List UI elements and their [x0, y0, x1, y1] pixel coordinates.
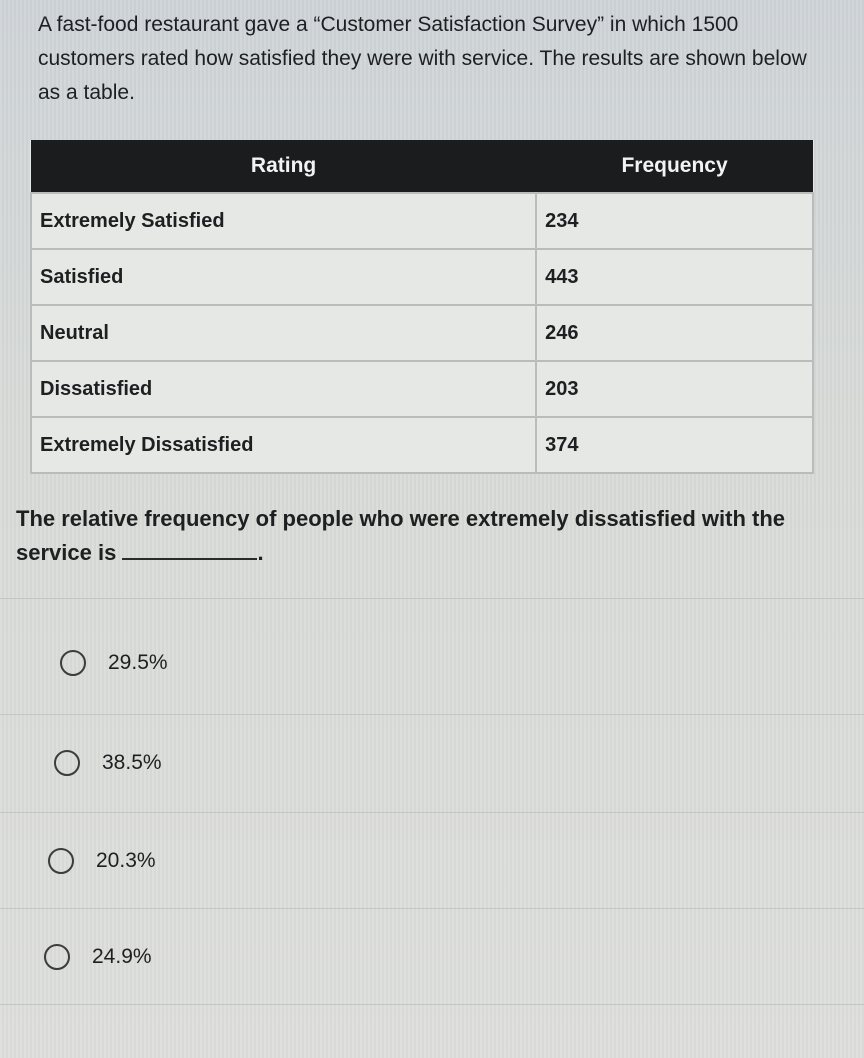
divider: [0, 908, 864, 909]
table-header-row: [31, 140, 813, 193]
option-label: 38.5%: [102, 751, 162, 774]
header-rating: Rating: [31, 140, 536, 193]
divider: [0, 714, 864, 715]
radio-button[interactable]: [48, 848, 74, 874]
table-row: [31, 417, 813, 473]
divider: [0, 598, 864, 599]
option-2[interactable]: [0, 718, 864, 808]
question-intro: A fast-food restaurant gave a “Customer Satisfaction Survey” in which 1500 customers rated how satisfied they were with service. The results are shown below as a table.: [38, 13, 807, 104]
table-row: [31, 193, 813, 249]
frequency-cell: 203: [536, 361, 813, 417]
frequency-cell: 246: [536, 305, 813, 361]
radio-button[interactable]: [44, 944, 70, 970]
divider: [0, 812, 864, 813]
table-row: [31, 361, 813, 417]
question-text: [16, 502, 846, 570]
frequency-cell: 443: [536, 249, 813, 305]
rating-cell: Neutral: [31, 305, 536, 361]
option-label: 20.3%: [96, 849, 156, 872]
radio-button[interactable]: [54, 750, 80, 776]
radio-button[interactable]: [60, 650, 86, 676]
option-label: 29.5%: [108, 651, 168, 674]
rating-cell: Satisfied: [31, 249, 536, 305]
header-frequency: Frequency: [536, 140, 813, 193]
rating-cell: Extremely Dissatisfied: [31, 417, 536, 473]
question-text-before-blank: The relative frequency of people who were extremely dissatisfied with the service is: [16, 506, 786, 565]
question-text-after-blank: .: [257, 540, 264, 565]
rating-cell: Extremely Satisfied: [31, 193, 536, 249]
option-4[interactable]: [0, 912, 864, 1002]
option-3[interactable]: [0, 816, 864, 906]
table-row: [31, 249, 813, 305]
answer-blank: [122, 538, 257, 560]
frequency-cell: 374: [536, 417, 813, 473]
table-row: [31, 305, 813, 361]
rating-frequency-table: [30, 140, 814, 474]
divider: [0, 1004, 864, 1005]
option-label: 24.9%: [92, 945, 152, 968]
option-1[interactable]: [0, 618, 864, 708]
frequency-cell: 234: [536, 193, 813, 249]
rating-cell: Dissatisfied: [31, 361, 536, 417]
